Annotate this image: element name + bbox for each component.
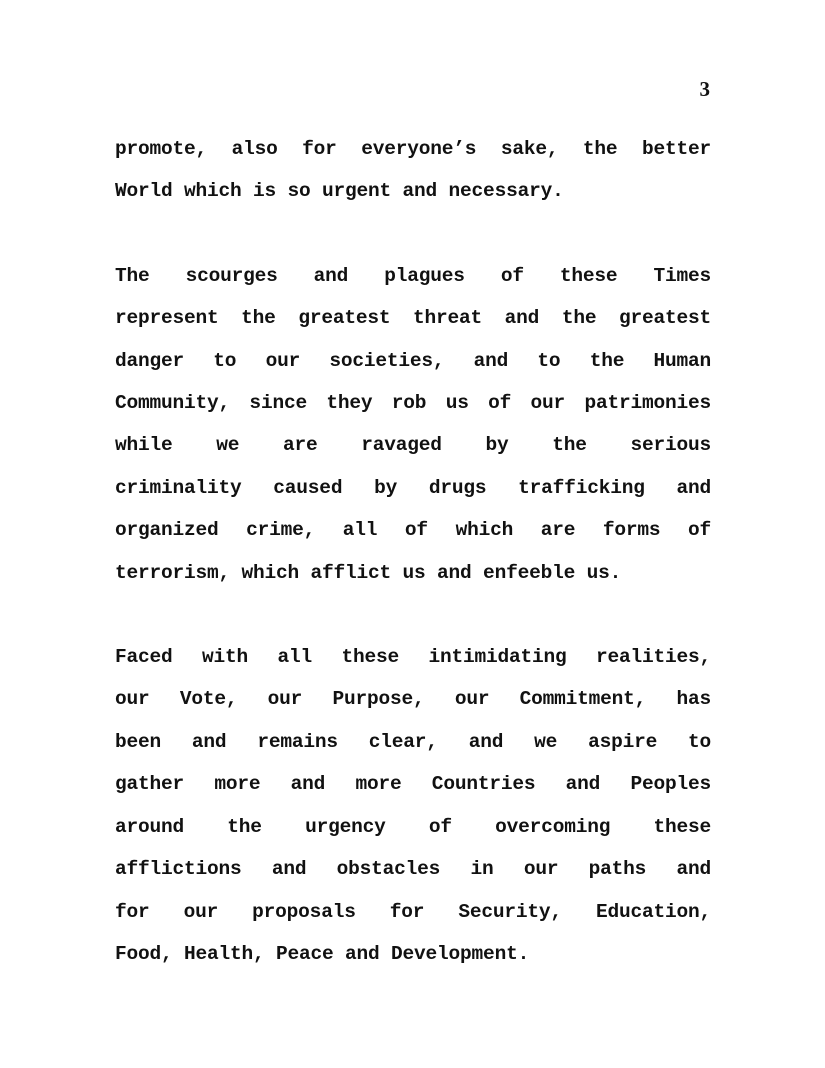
text-line: organized crime, all of which are forms of (115, 519, 711, 542)
text-line: afflictions and obstacles in our paths and (115, 858, 711, 881)
text-line: our Vote, our Purpose, our Commitment, has (115, 688, 711, 711)
page-number: 3 (699, 77, 710, 101)
text-line: danger to our societies, and to the Human (115, 349, 711, 372)
text-line: for our proposals for Security, Education, (115, 900, 711, 923)
text-line: been and remains clear, and we aspire to (115, 730, 711, 753)
text-line: criminality caused by drugs trafficking and (115, 476, 711, 499)
paragraph-3 (115, 636, 711, 975)
text-line: gather more and more Countries and Peoples (115, 773, 711, 796)
text-line: terrorism, which afflict us and enfeeble us. (115, 561, 622, 584)
text-line: The scourges and plagues of these Times (115, 264, 711, 287)
text-line: while we are ravaged by the serious (115, 434, 711, 457)
text-line: represent the greatest threat and the greatest (115, 307, 711, 330)
text-line: Community, since they rob us of our patrimonies (115, 392, 711, 415)
text-line: Faced with all these intimidating realities, (115, 646, 711, 669)
text-line: Food, Health, Peace and Development. (115, 942, 530, 965)
text-line: World which is so urgent and necessary. (115, 180, 564, 203)
paragraph-2 (115, 255, 711, 594)
text-line: promote, also for everyone’s sake, the better (115, 138, 711, 160)
text-line: around the urgency of overcoming these (115, 815, 711, 838)
paragraph-1 (115, 128, 711, 213)
body-text (115, 128, 711, 975)
